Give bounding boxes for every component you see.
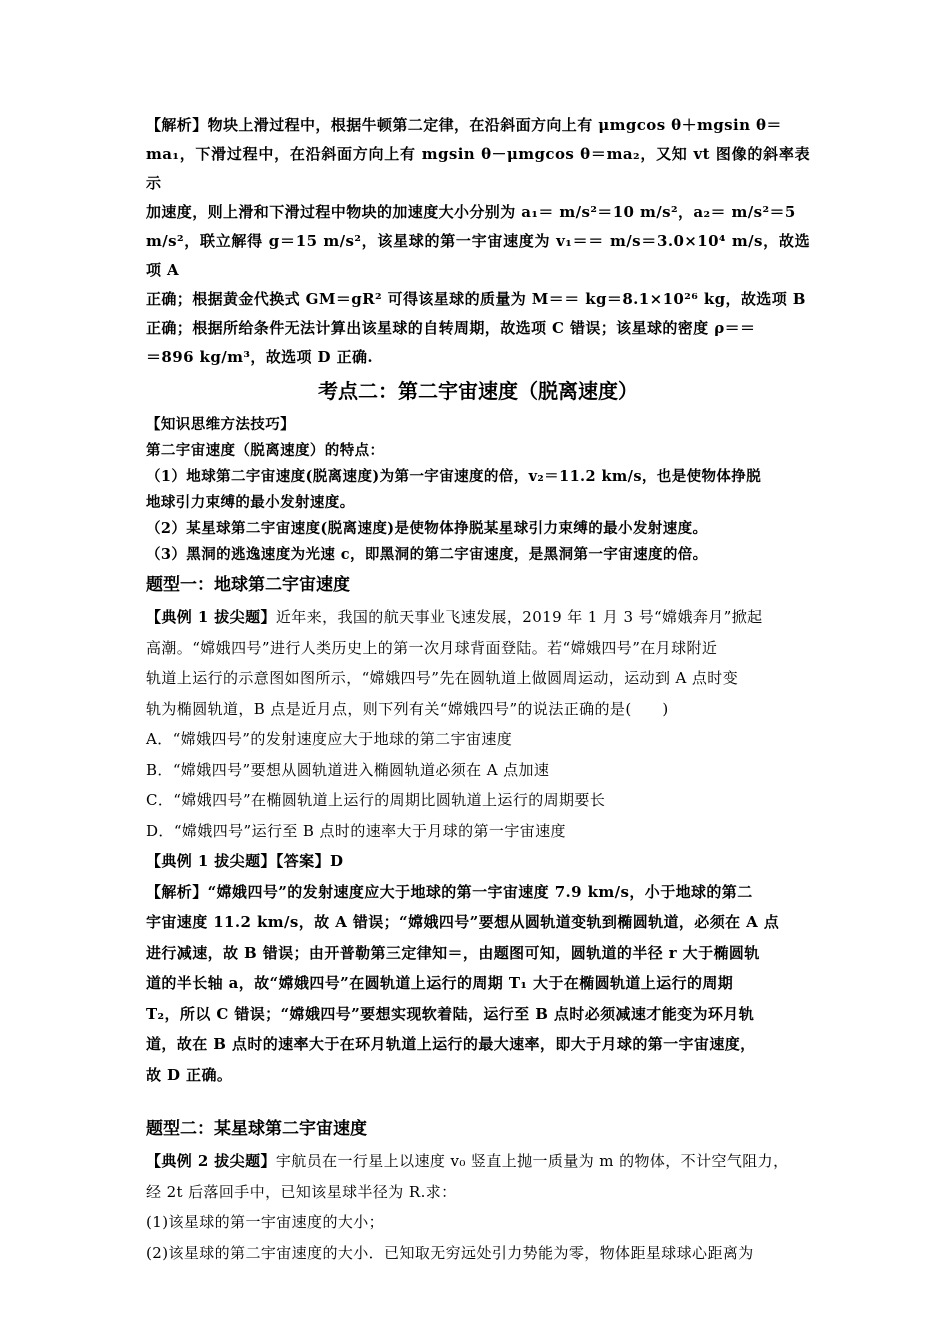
example1-analysis-line: 故 D 正确。 [146, 1065, 233, 1084]
example1-option-d: D．“嫦娥四号”运行至 B 点时的速率大于月球的第一宇宙速度 [146, 821, 566, 840]
example1-analysis-text: “嫦娥四号”的发射速度应大于地球的第一宇宙速度 7.9 km/s，小于地球的第二 [207, 882, 753, 901]
type2-heading: 题型二：某星球第二宇宙速度 [146, 1119, 367, 1139]
example1-question-line: 轨道上运行的示意图如图所示，“嫦娥四号”先在圆轨道上做圆周运动，运动到 A 点时变 [146, 669, 739, 687]
example2-question-text: 宇航员在一行星上以速度 v₀ 竖直上抛一质量为 m 的物体，不计空气阻力， [275, 1152, 789, 1170]
example1-question-text: 近年来，我国的航天事业飞速发展，2019 年 1 月 3 号“嫦娥奔月”掀起 [275, 608, 763, 626]
analysis-line [146, 111, 810, 140]
type2-block [146, 1114, 810, 1268]
example1-option-b: B．“嫦娥四号”要想从圆轨道进入椭圆轨道必须在 A 点加速 [146, 760, 550, 779]
knowledge-heading: 【知识思维方法技巧】 [146, 416, 295, 433]
example1-option-a: A．“嫦娥四号”的发射速度应大于地球的第二宇宙速度 [146, 730, 513, 748]
type1-heading: 题型一：地球第二宇宙速度 [146, 575, 350, 595]
knowledge-point-3: （3）黑洞的逃逸速度为光速 c，即黑洞的第二宇宙速度，是黑洞第一宇宙速度的倍。 [146, 546, 708, 563]
example1-question-line [146, 602, 810, 633]
example1-analysis-line: 进行减速，故 B 错误；由开普勒第三定律知＝，由题图可知，圆轨道的半径 r 大于椭圆轨 [146, 943, 760, 962]
knowledge-point-1: （1）地球第二宇宙速度(脱离速度)为第一宇宙速度的倍，v₂＝11.2 km/s，也是使物体挣脱 [146, 468, 762, 485]
example1-analysis-label: 【解析】 [146, 882, 208, 901]
analysis-line: 正确；根据所给条件无法计算出该星球的自转周期，故选项 C 错误；该星球的密度 ρ＝＝ [146, 319, 756, 337]
example1-analysis-line: 道，故在 B 点时的速率大于在环月轨道上运行的最大速率，即大于月球的第一宇宙速度， [146, 1035, 756, 1053]
example2-question-line: (2)该星球的第二宇宙速度的大小．已知取无穷远处引力势能为零，物体距星球球心距离为 [146, 1243, 754, 1262]
example1-question-line: 高潮。“嫦娥四号”进行人类历史上的第一次月球背面登陆。若“嫦娥四号”在月球附近 [146, 638, 718, 657]
analysis-text: 物块上滑过程中，根据牛顿第二定律，在沿斜面方向上有 μmgcos θ＋mgsin θ＝ [207, 116, 782, 134]
example1-label: 【典例 1 拔尖题】 [146, 608, 276, 626]
example2-label: 【典例 2 拔尖题】 [146, 1152, 276, 1170]
analysis-paragraph-1 [146, 111, 810, 372]
type1-block [146, 570, 810, 1090]
example1-analysis-line: T₂，所以 C 错误；“嫦娥四号”要想实现软着陆，运行至 B 点时必须减速才能变为环月轨 [146, 1004, 755, 1023]
example1-question-line: 轨为椭圆轨道，B 点是近月点，则下列有关“嫦娥四号”的说法正确的是( ) [146, 699, 669, 718]
example1-analysis-line: 道的半长轴 a，故“嫦娥四号”在圆轨道上运行的周期 T₁ 大于在椭圆轨道上运行的周期 [146, 974, 734, 992]
analysis-line: 加速度，则上滑和下滑过程中物块的加速度大小分别为 a₁＝ m/s²＝10 m/s²，a₂＝ m/s²＝5 [146, 203, 796, 221]
section-title: 考点二：第二宇宙速度（脱离速度） [318, 379, 638, 403]
analysis-label: 【解析】 [146, 116, 208, 134]
spacer [146, 1090, 810, 1112]
knowledge-block [146, 412, 810, 568]
analysis-line: m/s²，联立解得 g＝15 m/s²，该星球的第一宇宙速度为 v₁＝＝ m/s＝3.0×10⁴ m/s，故选项 A [146, 232, 810, 279]
knowledge-intro: 第二宇宙速度（脱离速度）的特点： [146, 442, 385, 459]
knowledge-point-2: （2）某星球第二宇宙速度(脱离速度)是使物体挣脱某星球引力束缚的最小发射速度。 [146, 520, 708, 537]
analysis-line: ma₁，下滑过程中，在沿斜面方向上有 mgsin θ－μmgcos θ＝ma₂，又知 vt 图像的斜率表示 [146, 145, 810, 192]
example2-question-line: (1)该星球的第一宇宙速度的大小； [146, 1213, 385, 1231]
example1-analysis-line: 宇宙速度 11.2 km/s，故 A 错误；“嫦娥四号”要想从圆轨道变轨到椭圆轨道，必须在 A 点 [146, 913, 780, 931]
analysis-line: ＝896 kg/m³，故选项 D 正确. [146, 348, 374, 366]
example2-question-line [146, 1146, 810, 1177]
knowledge-point-1-cont: 地球引力束缚的最小发射速度。 [146, 494, 355, 511]
example2-question-line: 经 2t 后落回手中，已知该星球半径为 R.求： [146, 1182, 457, 1201]
example1-analysis-line [146, 877, 810, 908]
example1-option-c: C．“嫦娥四号”在椭圆轨道上运行的周期比圆轨道上运行的周期要长 [146, 791, 606, 809]
example1-answer: 【典例 1 拔尖题】【答案】D [146, 852, 344, 870]
analysis-line: 正确；根据黄金代换式 GM＝gR² 可得该星球的质量为 M＝＝ kg＝8.1×10²⁶ kg，故选项 B [146, 290, 806, 308]
